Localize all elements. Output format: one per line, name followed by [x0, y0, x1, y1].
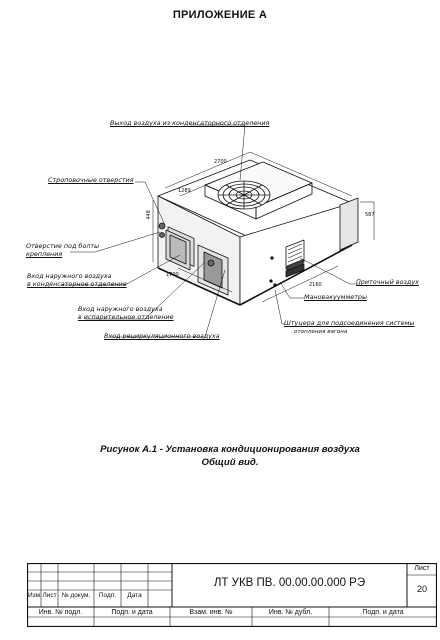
- label-recirc-air: Вход рециркуляционного воздуха: [104, 332, 220, 340]
- label-sling-holes: Строповочные отверстия: [48, 176, 134, 184]
- label-fittings-1: Штуцера для подсоединения системы: [284, 319, 415, 327]
- dim-inner: 1700: [166, 272, 179, 278]
- right-end-block: [340, 198, 358, 250]
- col-signature: Подп.: [98, 592, 117, 599]
- label-supply-air: Приточный воздух: [356, 278, 419, 286]
- field-sign-date-2: Подп. и дата: [362, 609, 404, 616]
- field-replaced-inv: Взам. инв. №: [189, 609, 233, 616]
- col-date: Дата: [127, 592, 142, 599]
- dim-side: 587: [365, 212, 375, 218]
- figure-caption-line2: Общий вид.: [201, 457, 259, 468]
- field-inv-duplicate: Инв. № дубл.: [268, 609, 313, 616]
- label-outdoor-air-evap-2: в испарительное отделение: [78, 313, 174, 321]
- label-manometers: Мановакуумметры: [304, 293, 368, 301]
- col-doc-number: № докум.: [61, 592, 91, 599]
- document-code: ЛТ УКВ ПВ. 00.00.00.000 РЭ: [213, 577, 366, 589]
- dim-depth: 2160: [309, 282, 322, 288]
- label-bolt-holes-2: крепления: [26, 250, 63, 258]
- label-fittings-2: отопления вагона: [294, 329, 348, 335]
- label-air-outlet: Выход воздуха из конденсаторного отделения: [110, 119, 270, 127]
- field-inv-original: Инв. № подл.: [38, 609, 83, 616]
- sheet-number: 20: [416, 584, 427, 594]
- dim-height: 448: [145, 210, 152, 220]
- label-bolt-holes-1: Отверстие под болты: [26, 242, 100, 250]
- col-izm: Изм: [27, 592, 41, 599]
- dim-top-width: 1289: [178, 188, 191, 194]
- label-outdoor-air-cond-2: в конденсаторное отделение: [27, 280, 127, 288]
- dim-length: 2700: [214, 159, 227, 165]
- field-sign-date-1: Подп. и дата: [111, 609, 153, 616]
- appendix-title: ПРИЛОЖЕНИЕ А: [172, 9, 268, 21]
- sheet-label: Лист: [414, 565, 430, 572]
- figure-caption-line1: Рисунок А.1 - Установка кондиционирования воздуха: [100, 444, 360, 455]
- label-outdoor-air-cond-1: Вход наружного воздуха: [27, 272, 112, 280]
- title-block: [27, 563, 437, 627]
- fan-grille: [218, 181, 270, 209]
- col-list: Лист: [42, 592, 57, 599]
- label-outdoor-air-evap-1: Вход наружного воздуха: [78, 305, 163, 313]
